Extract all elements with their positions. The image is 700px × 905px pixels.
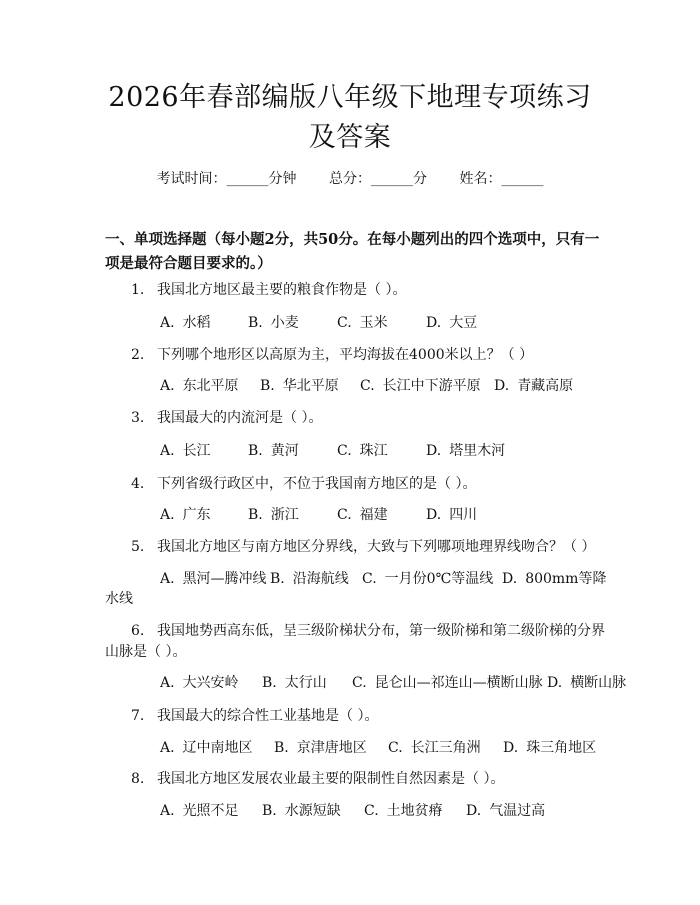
- question-text: 下列省级行政区中，不位于我国南方地区的是（ ）。: [157, 476, 477, 492]
- option-letter: C.: [337, 507, 352, 523]
- option-letter: B.: [274, 740, 289, 756]
- exam-time-field: [157, 171, 297, 187]
- total-score-label: 总分：: [329, 171, 371, 187]
- option-letter: A.: [160, 507, 175, 523]
- option-letter: A.: [160, 740, 175, 756]
- question-number: 8.: [131, 771, 145, 787]
- section-heading: 一、单项选择题（每小题2分，共50分。在每小题列出的四个选项中，只有一项是最符合题目要求的。）: [105, 231, 600, 272]
- option-text: 黑河—腾冲线: [182, 571, 267, 587]
- option-letter: A.: [160, 571, 175, 587]
- option-letter: C.: [388, 740, 403, 756]
- option-text: 长江三角洲: [410, 740, 481, 756]
- question-3-options: [160, 440, 505, 463]
- question-4: [105, 473, 605, 496]
- option-text: 长江: [182, 443, 211, 459]
- option-letter: A.: [160, 803, 175, 819]
- option-a: [160, 504, 248, 527]
- name-label: 姓名：: [459, 171, 502, 187]
- option-letter: C.: [337, 315, 352, 331]
- option-text: 长江中下游平原: [382, 378, 481, 394]
- option-b: [248, 440, 337, 463]
- option-a: [160, 568, 270, 591]
- exam-time-blank: ______: [226, 171, 269, 187]
- option-a: [160, 312, 248, 335]
- option-letter: B.: [248, 443, 263, 459]
- option-d: [494, 375, 573, 398]
- question-text: 我国地势西高东低，呈三级阶梯状分布，第一级阶梯和第二级阶梯的分界: [157, 623, 605, 639]
- question-5: [105, 536, 605, 559]
- option-text: 东北平原: [182, 378, 239, 394]
- option-b: [260, 375, 360, 398]
- option-letter: C.: [364, 803, 379, 819]
- option-d: [466, 800, 545, 823]
- question-8-options: [160, 800, 545, 823]
- option-letter: B.: [248, 315, 263, 331]
- option-letter: B.: [248, 507, 263, 523]
- option-a: [160, 800, 262, 823]
- option-letter: B.: [270, 571, 285, 587]
- total-score-blank: ______: [371, 171, 413, 187]
- option-text: 青藏高原: [517, 378, 574, 394]
- question-1-options: [160, 312, 477, 335]
- question-8: [105, 768, 605, 791]
- option-text: 水源短缺: [284, 803, 341, 819]
- option-letter: A.: [160, 443, 175, 459]
- option-letter: D.: [503, 740, 519, 756]
- option-letter: C.: [337, 443, 352, 459]
- question-2-options: [160, 375, 573, 398]
- option-text: 光照不足: [182, 803, 239, 819]
- option-text: 辽中南地区: [182, 740, 253, 756]
- option-d: [426, 312, 477, 335]
- option-letter: B.: [260, 378, 275, 394]
- question-6-options: [160, 672, 626, 695]
- option-letter: D.: [466, 803, 482, 819]
- question-text: 我国最大的综合性工业基地是（ ）。: [157, 708, 379, 724]
- option-text: 800mm等降: [525, 571, 607, 587]
- option-c: [337, 504, 426, 527]
- option-letter: C.: [352, 675, 367, 691]
- option-text: 黄河: [270, 443, 299, 459]
- option-d: [426, 440, 505, 463]
- option-d: [426, 504, 477, 527]
- option-text: 沿海航线: [292, 571, 349, 587]
- option-letter: D.: [426, 443, 442, 459]
- option-text: 小麦: [270, 315, 299, 331]
- exam-time-label: 考试时间：: [156, 171, 227, 187]
- question-3: [105, 407, 605, 430]
- option-c: [337, 440, 426, 463]
- option-letter: A.: [160, 315, 175, 331]
- option-a: [160, 375, 260, 398]
- option-text: 塔里木河: [449, 443, 506, 459]
- option-c: [362, 568, 502, 591]
- question-number: 1.: [131, 282, 145, 298]
- question-number: 3.: [131, 410, 145, 426]
- option-letter: B.: [262, 675, 277, 691]
- option-text: 大豆: [449, 315, 478, 331]
- option-letter: B.: [262, 803, 277, 819]
- option-text: 四川: [449, 507, 478, 523]
- question-text: 下列哪个地形区以高原为主，平均海拔在4000米以上？（ ）: [157, 347, 534, 363]
- option-c: [337, 312, 426, 335]
- question-number: 6.: [131, 623, 145, 639]
- option-text: 气温过高: [489, 803, 546, 819]
- question-6-text-continuation: 山脉是（ ）。: [105, 644, 187, 660]
- question-text: 我国北方地区与南方地区分界线，大致与下列哪项地理界线吻合？（ ）: [157, 539, 596, 555]
- question-1: [105, 279, 605, 302]
- question-7: [105, 705, 605, 728]
- option-letter: A.: [160, 378, 175, 394]
- option-text: 一月份0℃等温线: [384, 571, 494, 587]
- option-b: [248, 312, 337, 335]
- option-text: 土地贫瘠: [386, 803, 443, 819]
- option-b: [262, 672, 352, 695]
- option-c: [360, 375, 494, 398]
- option-text: 太行山: [284, 675, 327, 691]
- option-text: 珠江: [359, 443, 388, 459]
- name-field: [459, 171, 543, 187]
- question-number: 5.: [131, 539, 145, 555]
- question-number: 4.: [131, 476, 145, 492]
- option-b: [262, 800, 364, 823]
- option-text: 大兴安岭: [182, 675, 239, 691]
- option-letter: D.: [547, 675, 563, 691]
- option-text: 水稻: [182, 315, 211, 331]
- option-text: 横断山脉: [570, 675, 627, 691]
- option-b: [274, 737, 388, 760]
- question-7-options: [160, 737, 596, 760]
- option-c: [352, 672, 547, 695]
- option-letter: D.: [494, 378, 510, 394]
- question-4-options: [160, 504, 477, 527]
- option-b: [248, 504, 337, 527]
- option-d: [502, 568, 606, 591]
- option-a: [160, 672, 262, 695]
- option-letter: D.: [426, 315, 442, 331]
- option-d: [503, 737, 596, 760]
- name-blank: ______: [501, 171, 544, 187]
- exam-info-line: [0, 168, 700, 188]
- question-5-options: [160, 568, 606, 591]
- question-number: 7.: [131, 708, 145, 724]
- option-text: 珠三角地区: [526, 740, 597, 756]
- option-d: [547, 672, 626, 695]
- exam-time-unit: 分钟: [268, 171, 297, 187]
- option-a: [160, 737, 274, 760]
- option-text: 昆仑山—祁连山—横断山脉: [374, 675, 543, 691]
- option-letter: C.: [360, 378, 375, 394]
- option-text: 福建: [359, 507, 388, 523]
- page-title: 2026年春部编版八年级下地理专项练习及答案: [108, 82, 592, 153]
- question-text: 我国北方地区发展农业最主要的限制性自然因素是（ ）。: [157, 771, 505, 787]
- option-d-continuation: 水线: [105, 591, 133, 607]
- option-b: [270, 568, 362, 591]
- option-c: [364, 800, 466, 823]
- question-number: 2.: [131, 347, 145, 363]
- option-text: 华北平原: [282, 378, 339, 394]
- option-text: 京津唐地区: [296, 740, 367, 756]
- option-letter: A.: [160, 675, 175, 691]
- option-letter: D.: [502, 571, 518, 587]
- option-letter: D.: [426, 507, 442, 523]
- option-text: 广东: [182, 507, 211, 523]
- option-letter: C.: [362, 571, 377, 587]
- total-score-field: [329, 171, 427, 187]
- option-a: [160, 440, 248, 463]
- question-text: 我国最大的内流河是（ ）。: [157, 410, 323, 426]
- option-c: [388, 737, 503, 760]
- question-text: 我国北方地区最主要的粮食作物是（ ）。: [157, 282, 407, 298]
- question-2: [105, 344, 605, 367]
- option-text: 玉米: [359, 315, 388, 331]
- total-score-unit: 分: [413, 171, 427, 187]
- question-6: [105, 620, 605, 643]
- option-text: 浙江: [270, 507, 299, 523]
